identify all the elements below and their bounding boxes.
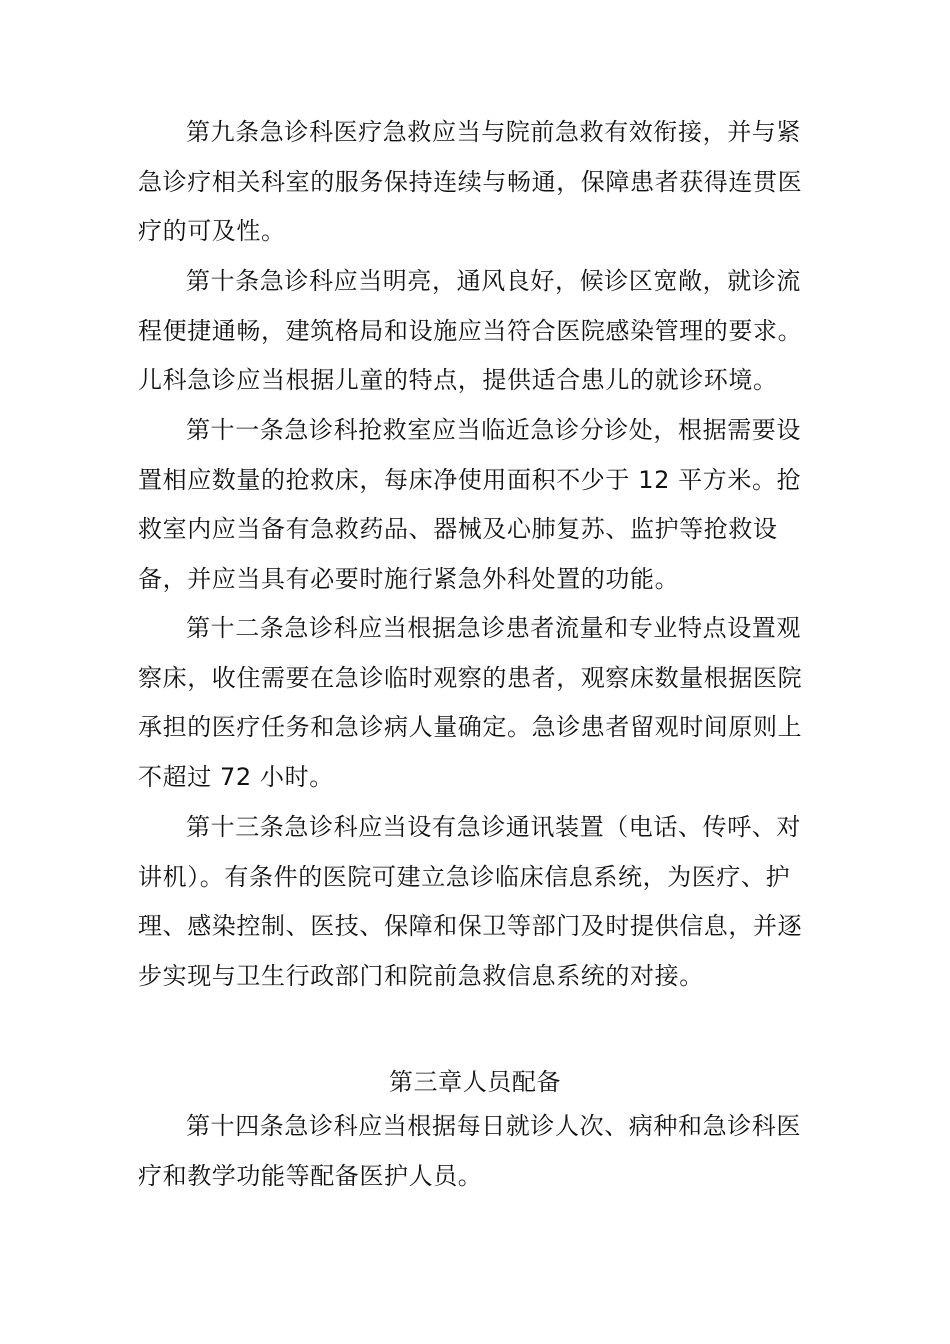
article-12-paragraph: 第十二条急诊科应当根据急诊患者流量和专业特点设置观察床，收住需要在急诊临时观察的患者，观察床数量根据医院承担的医疗任务和急诊病人量确定。急诊患者留观时间原则上不超过 72 小时。 bbox=[138, 614, 803, 791]
article-14-paragraph: 第十四条急诊科应当根据每日就诊人次、病种和急诊科医疗和教学功能等配备医护人员。 bbox=[138, 1112, 801, 1190]
article-11-paragraph: 第十一条急诊科抢救室应当临近急诊分诊处，根据需要设置相应数量的抢救床，每床净使用面积不少于 12 平方米。抢救室内应当备有急救药品、器械及心肺复苏、监护等抢救设备，并应当具有必要时施行紧急外科处置的功能。 bbox=[138, 416, 802, 593]
chapter-heading: 第三章人员配备 bbox=[388, 1068, 562, 1096]
article-13-paragraph: 第十三条急诊科应当设有急诊通讯装置（电话、传呼、对讲机）。有条件的医院可建立急诊临床信息系统，为医疗、护理、感染控制、医技、保障和保卫等部门及时提供信息，并逐步实现与卫生行政部门和院前急救信息系统的对接。 bbox=[138, 813, 803, 990]
article-10-paragraph: 第十条急诊科应当明亮，通风良好，候诊区宽敞，就诊流程便捷通畅，建筑格局和设施应当符合医院感染管理的要求。儿科急诊应当根据儿童的特点，提供适合患儿的就诊环境。 bbox=[138, 267, 803, 394]
article-9-paragraph: 第九条急诊科医疗急救应当与院前急救有效衔接，并与紧急诊疗相关科室的服务保持连续与畅通，保障患者获得连贯医疗的可及性。 bbox=[138, 118, 803, 245]
